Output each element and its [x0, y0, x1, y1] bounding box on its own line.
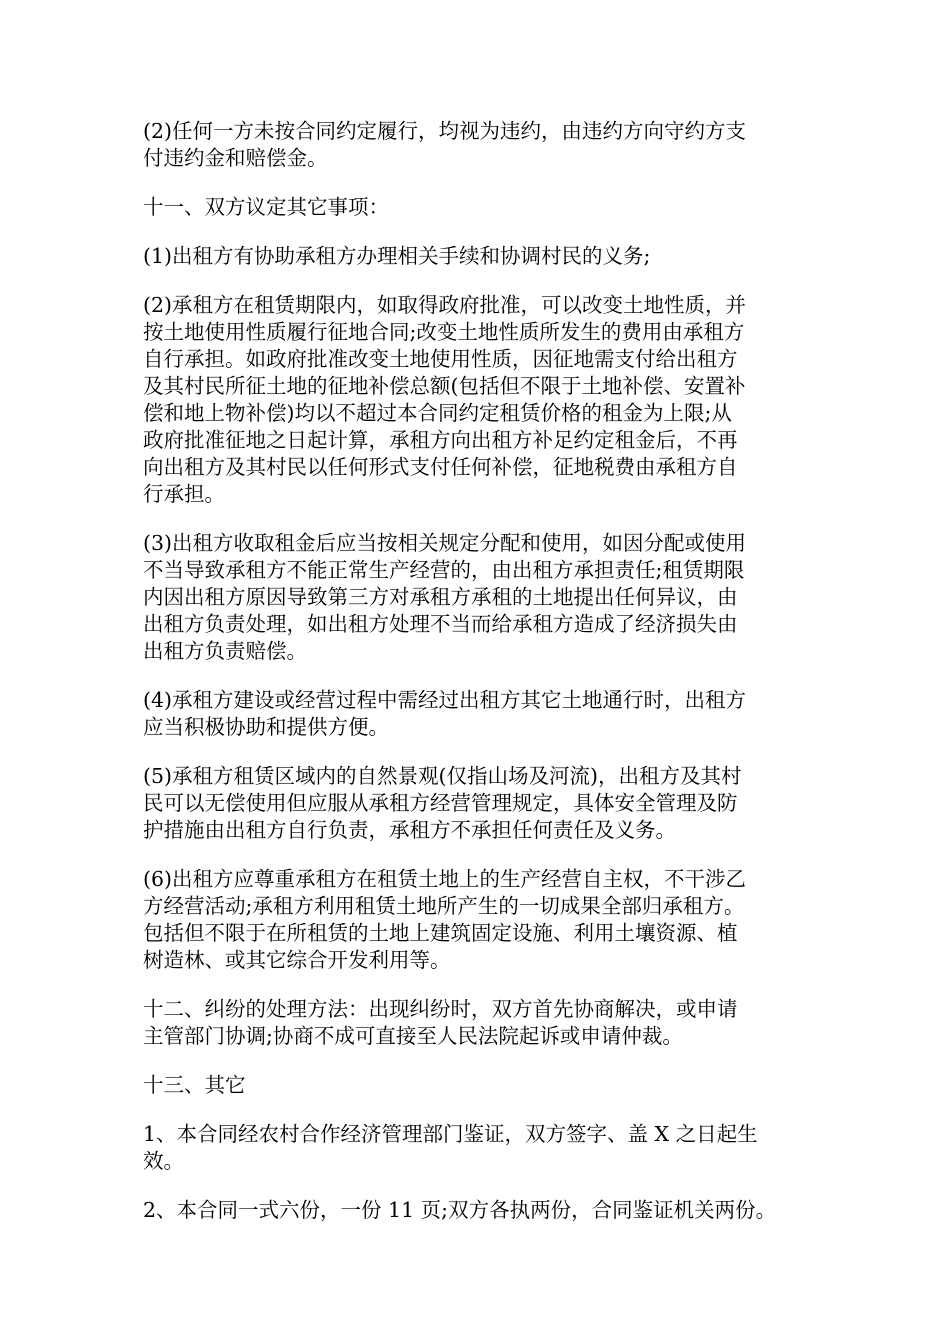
- paragraph-line: 行承担。: [143, 482, 225, 506]
- paragraph-line: (1)出租方有协助承租方办理相关手续和协调村民的义务;: [143, 244, 651, 268]
- paragraph-line: (2)承租方在租赁期限内，如取得政府批准，可以改变土地性质，并: [143, 293, 747, 317]
- paragraph-line: (6)出租方应尊重承租方在租赁土地上的生产经营自主权，不干涉乙: [143, 867, 747, 891]
- document-paragraph: [143, 763, 823, 844]
- paragraph-line: 自行承担。如政府批准改变土地使用性质，因征地需支付给出租方: [143, 347, 738, 371]
- paragraph-line: 偿和地上物补偿)均以不超过本合同约定租赁价格的租金为上限;从: [143, 401, 732, 425]
- document-paragraph: [143, 530, 823, 665]
- paragraph-line: 护措施由出租方自行负责，承租方不承担任何责任及义务。: [143, 818, 676, 842]
- paragraph-line: 出租方负责赔偿。: [143, 639, 307, 663]
- document-paragraph: [143, 1197, 823, 1224]
- document-paragraph: [143, 292, 823, 508]
- paragraph-line: 应当积极协助和提供方便。: [143, 715, 389, 739]
- paragraph-line: 包括但不限于在所租赁的土地上建筑固定设施、利用土壤资源、植: [143, 921, 738, 945]
- paragraph-line: 及其村民所征土地的征地补偿总额(包括但不限于土地补偿、安置补: [143, 374, 746, 398]
- paragraph-line: 政府批准征地之日起计算，承租方向出租方补足约定租金后，不再: [143, 428, 738, 452]
- paragraph-line: 不当导致承租方不能正常生产经营的，由出租方承担责任;租赁期限: [143, 558, 745, 582]
- paragraph-line: 内因出租方原因导致第三方对承租方承租的土地提出任何异议，由: [143, 585, 738, 609]
- paragraph-line: 出租方负责处理，如出租方处理不当而给承租方造成了经济损失由: [143, 612, 738, 636]
- paragraph-line: 付违约金和赔偿金。: [143, 146, 328, 170]
- document-paragraph: [143, 194, 823, 221]
- paragraph-line: 民可以无偿使用但应服从承租方经营管理规定，具体安全管理及防: [143, 791, 738, 815]
- paragraph-line: 十二、纠纷的处理方法：出现纠纷时，双方首先协商解决，或申请: [143, 997, 738, 1021]
- paragraph-line: (4)承租方建设或经营过程中需经过出租方其它土地通行时，出租方: [143, 688, 747, 712]
- document-paragraph: [143, 243, 823, 270]
- paragraph-line: 主管部门协调;协商不成可直接至人民法院起诉或申请仲裁。: [143, 1024, 683, 1048]
- paragraph-line: 十一、双方议定其它事项：: [143, 195, 389, 219]
- document-paragraph: [143, 866, 823, 974]
- document-paragraph: [143, 687, 823, 741]
- document-page: [143, 118, 823, 1246]
- paragraph-line: 十三、其它: [143, 1073, 246, 1097]
- paragraph-line: 2、本合同一式六份，一份 11 页;双方各执两份，合同鉴证机关两份。: [143, 1198, 777, 1222]
- paragraph-line: 效。: [143, 1149, 184, 1173]
- document-paragraph: [143, 1121, 823, 1175]
- document-paragraph: [143, 118, 823, 172]
- paragraph-line: 1、本合同经农村合作经济管理部门鉴证，双方签字、盖 X 之日起生: [143, 1122, 758, 1146]
- paragraph-line: 向出租方及其村民以任何形式支付任何补偿，征地税费由承租方自: [143, 455, 738, 479]
- paragraph-line: (5)承租方租赁区域内的自然景观(仅指山场及河流)，出租方及其村: [143, 764, 742, 788]
- paragraph-line: (3)出租方收取租金后应当按相关规定分配和使用，如因分配或使用: [143, 531, 747, 555]
- document-body: [143, 118, 823, 1224]
- document-paragraph: [143, 996, 823, 1050]
- paragraph-line: 按土地使用性质履行征地合同;改变土地性质所发生的费用由承租方: [143, 320, 745, 344]
- paragraph-line: 方经营活动;承租方利用租赁土地所产生的一切成果全部归承租方。: [143, 894, 745, 918]
- paragraph-line: (2)任何一方未按合同约定履行，均视为违约，由违约方向守约方支: [143, 119, 747, 143]
- paragraph-line: 树造林、或其它综合开发利用等。: [143, 948, 451, 972]
- document-paragraph: [143, 1072, 823, 1099]
